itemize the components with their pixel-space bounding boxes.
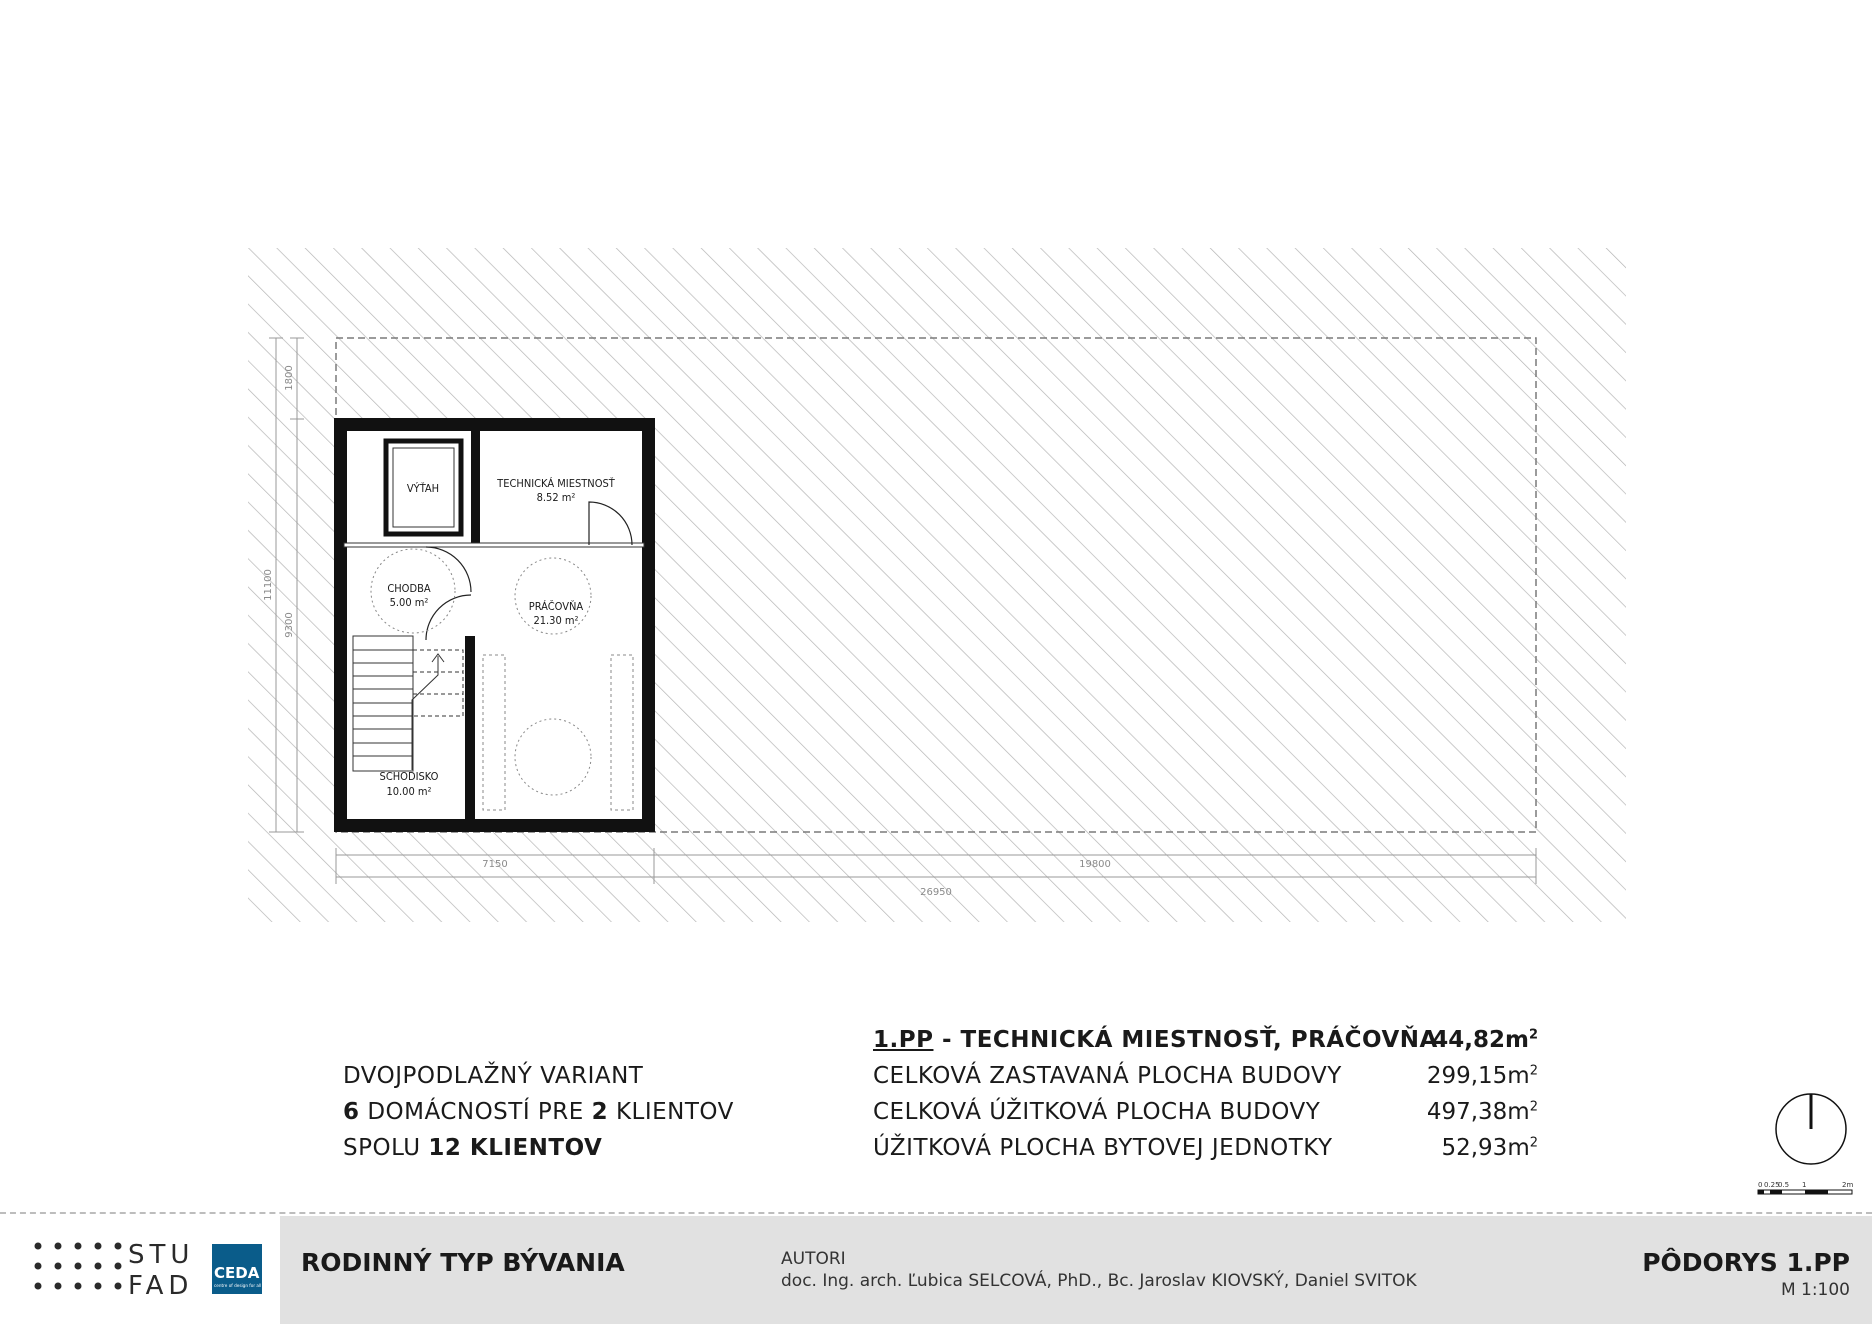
scale-tick-1: 1 [1802,1181,1807,1189]
scale-bar [1758,1181,1853,1194]
room-label-staircase: SCHODISKO [379,770,439,783]
room-area-workroom: 21.30 m² [533,614,579,627]
stu-fad-logo-dots [0,1216,280,1324]
room-area-technical: 8.52 m² [536,491,576,504]
floor-title: - TECHNICKÁ MIESTNOSŤ, PRÁČOVŇA [933,1027,1438,1053]
room-area-corridor: 5.00 m² [389,596,429,609]
floor-heading [873,1027,1438,1053]
logo-stu: STU [128,1240,195,1270]
room-label-technical: TECHNICKÁ MIESTNOSŤ [497,477,615,490]
total-clients: 12 KLIENTOV [428,1135,603,1161]
title-block [0,1216,1872,1324]
logo-fad: FAD [128,1271,194,1301]
variant-line-3-pre: SPOLU [343,1135,429,1161]
variant-line-2-end: KLIENTOV [608,1099,734,1125]
area-row-built-label: CELKOVÁ ZASTAVANÁ PLOCHA BUDOVY [873,1063,1342,1089]
area-row-unit-value: $52,93m^2$ [1441,1135,1538,1161]
dim-bottom-b: 19800 [1079,859,1111,870]
variant-line-3 [343,1135,602,1161]
sheet-scale: M 1:100 [1780,1280,1850,1300]
scale-tick-05: 0.5 [1778,1181,1790,1189]
scale-tick-025: 0.25 [1764,1181,1780,1189]
footer-separator [0,1212,1872,1214]
dim-bottom-total: 26950 [920,887,952,898]
dim-left-inner: 9300 [284,612,295,638]
scale-tick-0: 0 [1758,1181,1763,1189]
room-label-corridor: CHODBA [387,582,431,595]
room-label-elevator: VÝŤAH [406,482,440,495]
room-area-staircase: 10.00 m² [386,785,432,798]
room-label-workroom: PRÁČOVŇA [528,600,584,613]
area-row-usable-value: $497,38m^2$ [1426,1099,1538,1125]
authors-label: AUTORI [781,1249,846,1269]
authors-names: doc. Ing. arch. Ľubica SELCOVÁ, PhD., Bc. Jaroslav KIOVSKÝ, Daniel SVITOK [781,1271,1417,1291]
dim-left-total: 11100 [263,569,274,601]
north-arrow [1776,1094,1846,1164]
area-row-usable-label: CELKOVÁ ÚŽITKOVÁ PLOCHA BUDOVY [873,1099,1321,1125]
sheet-title: PÔDORYS 1.PP [1642,1248,1850,1277]
households-count: 6 [343,1099,360,1125]
logo-panel [0,1216,280,1324]
variant-line-1: DVOJPODLAŽNÝ VARIANT [343,1063,644,1089]
area-row-built-value: $299,15m^2$ [1426,1063,1538,1089]
floor-code: 1.PP [873,1027,934,1053]
dim-bottom-a: 7150 [482,859,508,870]
dim-left-top: 1800 [284,365,295,391]
project-title: RODINNÝ TYP BÝVANIA [301,1248,625,1277]
ceda-logo-text: CEDA [214,1264,260,1282]
area-row-unit-label: ÚŽITKOVÁ PLOCHA BYTOVEJ JEDNOTKY [873,1135,1333,1161]
floor-area-value: $44,82m^2$ [1432,1027,1538,1053]
ceda-logo-subtitle: centre of design for all [214,1283,262,1288]
scale-tick-2m: 2m [1842,1181,1854,1189]
variant-line-2-mid: DOMÁCNOSTÍ PRE [359,1099,592,1125]
partition-line [344,543,644,547]
variant-line-2 [343,1099,734,1125]
clients-per-household: 2 [591,1099,609,1125]
